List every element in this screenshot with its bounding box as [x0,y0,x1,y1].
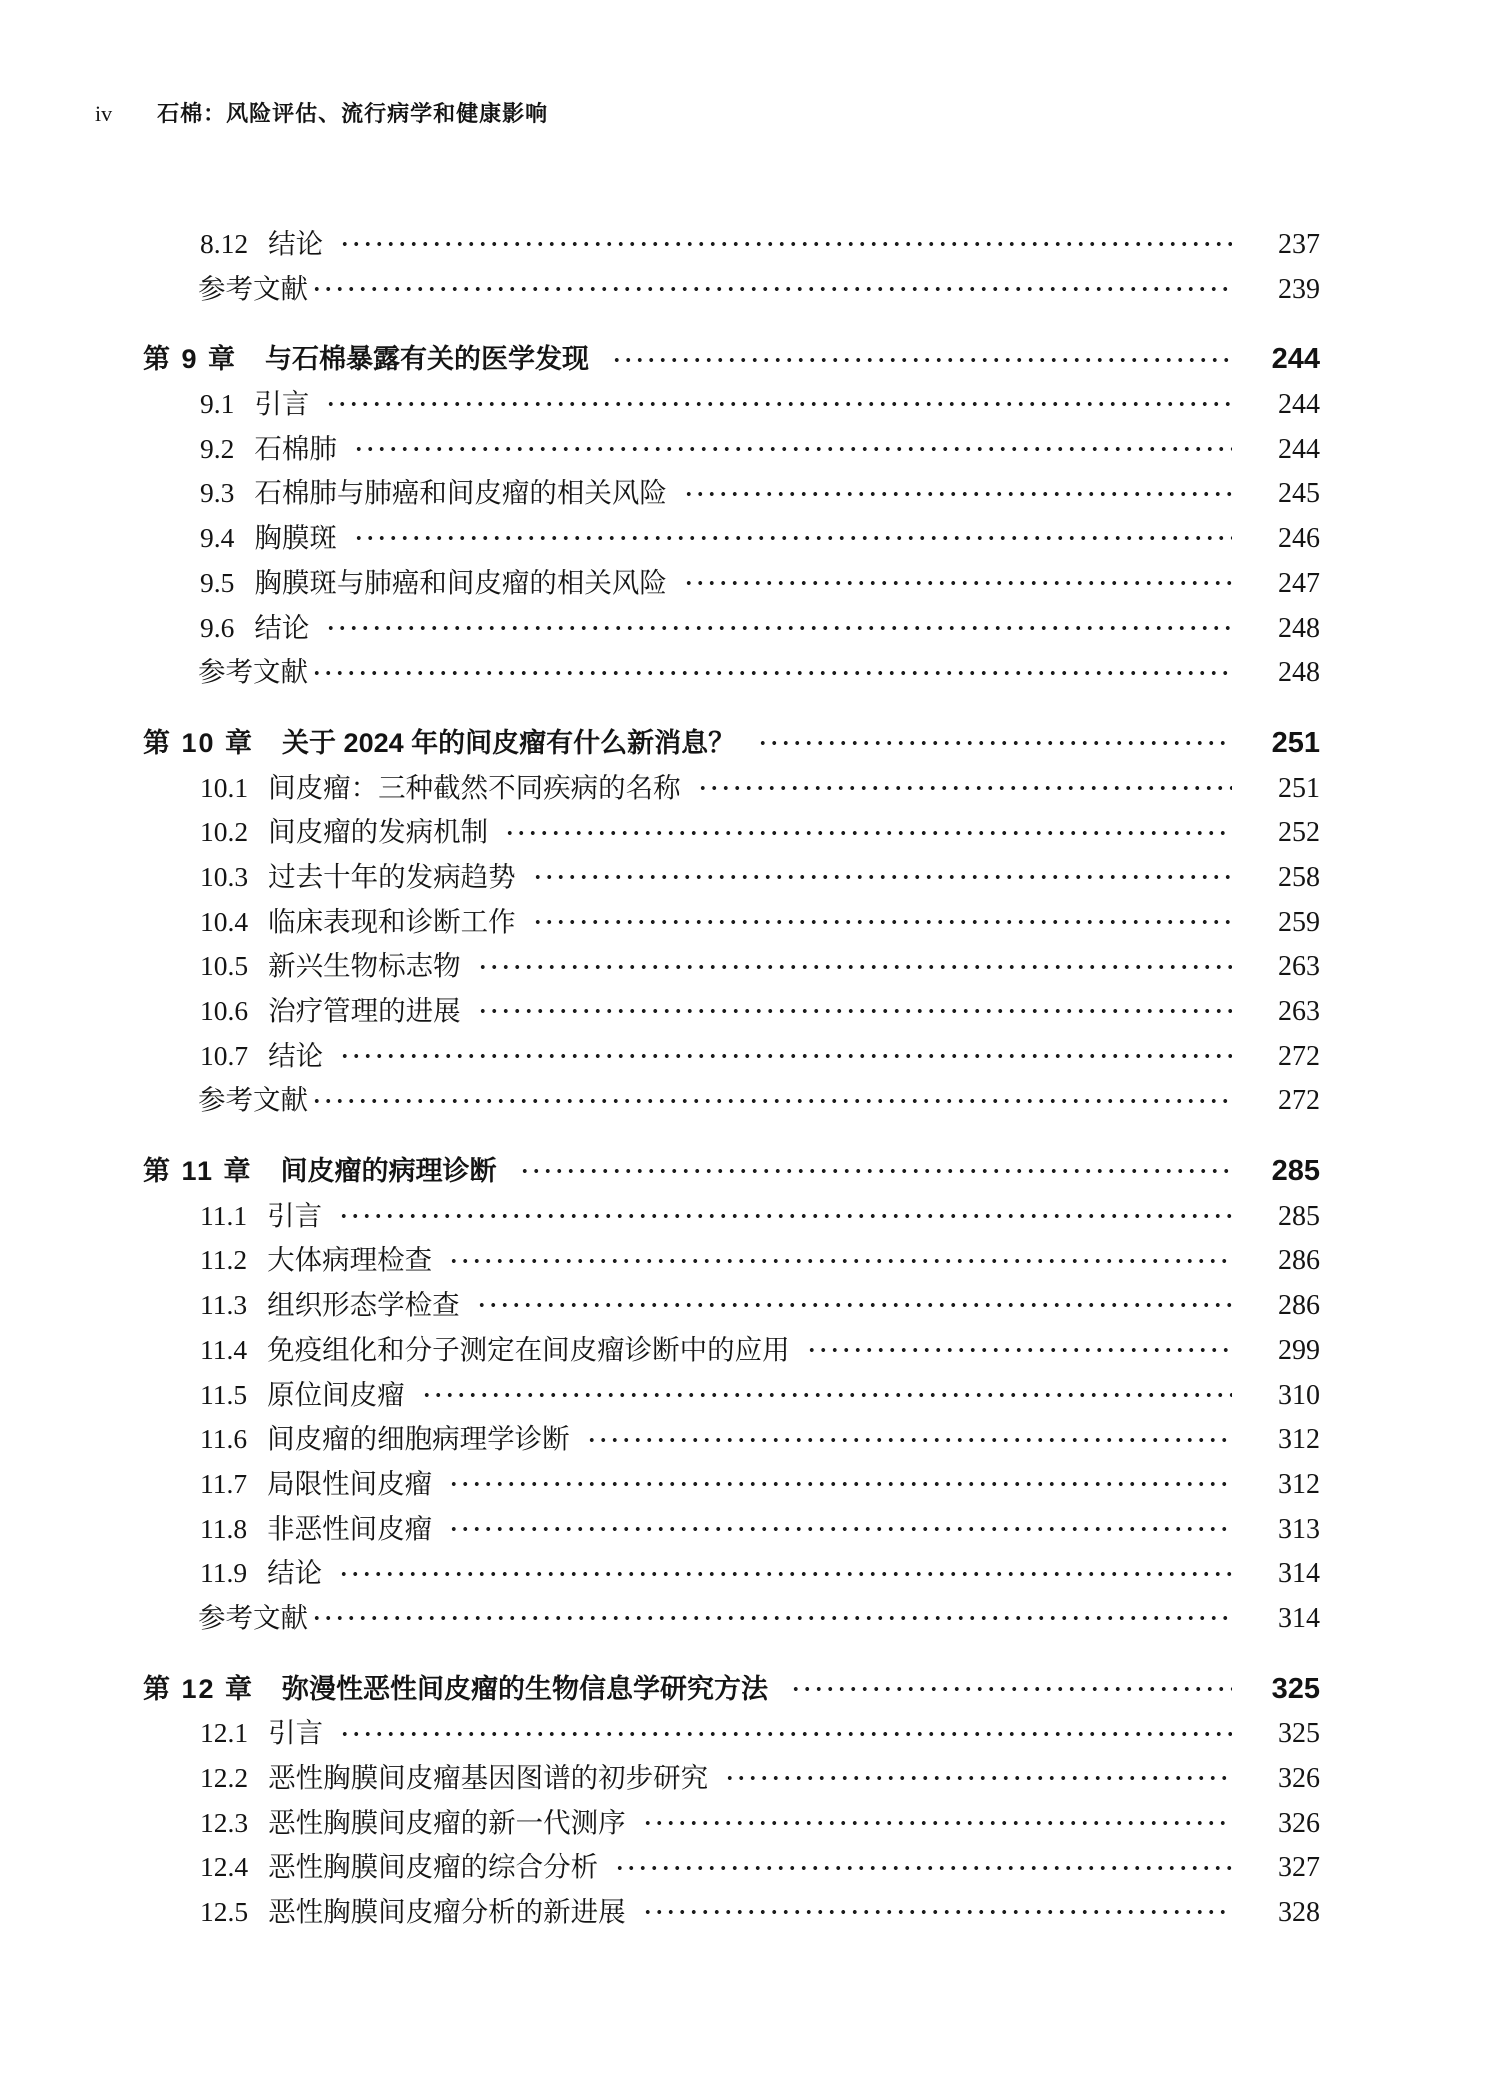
entry-page-number: 325 [1278,1718,1320,1750]
toc-section-row [143,1283,1320,1328]
section-number: 10.1 [200,771,249,803]
entry-page-number: 312 [1278,1468,1320,1500]
dot-leader [311,667,1232,679]
entry-page-number: 246 [1278,523,1320,555]
running-header [95,97,548,128]
dot-leader [448,1255,1232,1267]
dot-leader [338,1210,1232,1222]
section-number: 11.5 [200,1378,248,1410]
toc-section-row [143,382,1320,427]
toc-section-row [143,1417,1320,1462]
entry-page-number: 310 [1278,1379,1320,1411]
entry-page-number: 237 [1278,229,1320,260]
entry-page-number: 258 [1278,861,1320,893]
dot-leader [338,1568,1232,1580]
toc-section-row [143,1373,1320,1418]
page-number-label: iv [95,101,113,126]
dot-leader [421,1389,1232,1401]
entry-title: 结论 [268,228,324,259]
entry-page-number: 251 [1271,726,1320,759]
entry-title: 参考文献 [198,656,308,688]
dot-leader [697,782,1232,794]
toc-section-row [143,855,1320,900]
toc-section-row [143,516,1320,561]
entry-page-number: 244 [1271,343,1320,376]
entry-title: 参考文献 [198,1084,308,1116]
dot-leader [519,1165,1232,1177]
dot-leader [353,532,1232,544]
toc-references-row [143,1078,1320,1123]
dot-leader [339,238,1232,250]
dot-leader [311,283,1232,295]
dot-leader [757,737,1232,749]
toc-section-row [143,900,1320,945]
chapter-number: 第 11 章 [143,1156,253,1187]
entry-page-number: 239 [1278,273,1320,305]
entry-title: 结论 [268,1039,324,1071]
entry-page-number: 252 [1278,817,1320,849]
dot-leader [642,1817,1232,1829]
entry-title: 与石棉暴露有关的医学发现 [265,344,590,375]
section-number: 10.5 [200,950,249,982]
toc-section-row [143,561,1320,606]
section-number: 11.6 [200,1423,248,1455]
entry-page-number: 285 [1278,1200,1320,1232]
toc-chapter-row [143,1667,1320,1712]
section-number: 9.1 [200,388,235,420]
entry-page-number: 285 [1271,1155,1320,1188]
toc-section-row [143,1507,1320,1552]
section-number: 9.6 [200,611,235,643]
entry-page-number: 326 [1278,1807,1320,1839]
dot-leader [790,1683,1232,1695]
section-number: 8.12 [200,228,249,259]
dot-leader [477,1005,1232,1017]
entry-page-number: 312 [1278,1424,1320,1456]
toc-section-row [143,471,1320,516]
dot-leader [724,1772,1232,1784]
section-number: 12.3 [200,1806,249,1838]
entry-title: 结论 [267,1557,323,1589]
entry-title: 胸膜斑与肺癌和间皮瘤的相关风险 [254,566,667,598]
dot-leader [353,443,1232,455]
toc-section-row [143,766,1320,811]
entry-page-number: 263 [1278,996,1320,1027]
section-number: 12.5 [200,1896,249,1928]
toc-chapter-row [143,1149,1320,1194]
entry-title: 原位间皮瘤 [267,1378,405,1410]
section-number: 10.2 [200,816,249,848]
toc-list [143,222,1320,1935]
toc-section-row [143,1551,1320,1596]
section-number: 9.3 [200,477,235,509]
entry-title: 引言 [254,388,310,420]
toc-section-row [143,989,1320,1034]
entry-page-number: 248 [1278,657,1320,689]
entry-page-number: 328 [1278,1897,1320,1929]
entry-title: 非恶性间皮瘤 [267,1512,433,1544]
entry-title: 治疗管理的进展 [268,995,461,1026]
toc-chapter-row [143,721,1320,766]
toc-section-row [143,1462,1320,1507]
dot-leader [683,577,1232,589]
toc-references-row [143,650,1320,695]
dot-leader [683,488,1232,500]
toc-section-row [143,810,1320,855]
entry-title: 临床表现和诊断工作 [268,905,516,937]
entry-page-number: 244 [1278,433,1320,465]
section-number: 9.4 [200,522,235,554]
book-title: 石棉：风险评估、流行病学和健康影响 [157,101,549,126]
entry-title: 间皮瘤的细胞病理学诊断 [267,1423,570,1455]
chapter-number: 第 9 章 [143,344,238,375]
toc-section-row [143,1194,1320,1239]
toc-section-row [143,1756,1320,1801]
dot-leader [311,1612,1232,1624]
entry-title: 石棉肺与肺癌和间皮瘤的相关风险 [254,477,667,509]
toc-section-row [143,1801,1320,1846]
section-number: 11.2 [200,1244,248,1276]
entry-page-number: 325 [1271,1672,1320,1705]
entry-page-number: 286 [1278,1290,1320,1322]
section-number: 11.4 [200,1333,248,1365]
entry-page-number: 327 [1278,1852,1320,1884]
entry-page-number: 326 [1278,1763,1320,1794]
dot-leader [448,1523,1232,1535]
toc-section-row [143,1845,1320,1890]
entry-title: 大体病理检查 [267,1244,433,1276]
toc-chapter-row [143,337,1320,382]
dot-leader [642,1906,1232,1918]
dot-leader [532,871,1232,883]
toc-section-row [143,1238,1320,1283]
toc-section-row [143,1890,1320,1935]
entry-title: 参考文献 [198,1601,308,1633]
dot-leader [448,1478,1232,1490]
entry-page-number: 259 [1278,906,1320,938]
dot-leader [325,622,1232,634]
entry-page-number: 313 [1278,1513,1320,1545]
entry-page-number: 244 [1278,389,1320,421]
entry-title: 恶性胸膜间皮瘤的新一代测序 [268,1806,626,1838]
dot-leader [611,354,1232,366]
dot-leader [339,1050,1232,1062]
toc-section-row [143,222,1320,267]
entry-page-number: 314 [1278,1558,1320,1590]
entry-title: 恶性胸膜间皮瘤分析的新进展 [268,1896,626,1928]
dot-leader [614,1862,1232,1874]
entry-page-number: 272 [1278,1040,1320,1072]
entry-title: 关于 2024 年的间皮瘤有什么新消息？ [282,727,736,758]
entry-title: 引言 [267,1199,323,1231]
dot-leader [532,916,1232,928]
entry-title: 过去十年的发病趋势 [268,860,516,892]
entry-title: 免疫组化和分子测定在间皮瘤诊断中的应用 [267,1333,790,1365]
toc-section-row [143,427,1320,472]
entry-page-number: 299 [1278,1334,1320,1366]
entry-title: 新兴生物标志物 [268,950,461,982]
dot-leader [504,827,1232,839]
dot-leader [477,961,1232,973]
entry-page-number: 251 [1278,772,1320,804]
entry-page-number: 247 [1278,567,1320,599]
entry-title: 引言 [268,1717,324,1749]
section-number: 11.1 [200,1199,248,1231]
entry-title: 间皮瘤：三种截然不同疾病的名称 [268,771,681,803]
dot-leader [339,1728,1232,1740]
entry-title: 胸膜斑 [254,522,337,554]
entry-page-number: 272 [1278,1085,1320,1117]
chapter-number: 第 12 章 [143,1673,255,1704]
entry-page-number: 286 [1278,1245,1320,1277]
section-number: 11.8 [200,1512,248,1544]
dot-leader [325,398,1232,410]
section-number: 12.4 [200,1851,249,1883]
toc-references-row [143,267,1320,312]
entry-title: 恶性胸膜间皮瘤基因图谱的初步研究 [268,1762,709,1793]
dot-leader [806,1344,1232,1356]
entry-page-number: 245 [1278,478,1320,510]
entry-title: 间皮瘤的发病机制 [268,816,489,848]
toc-section-row [143,606,1320,651]
entry-title: 间皮瘤的病理诊断 [280,1156,497,1187]
chapter-number: 第 10 章 [143,727,255,758]
toc-section-row [143,1034,1320,1079]
entry-title: 石棉肺 [254,432,337,464]
entry-page-number: 314 [1278,1602,1320,1634]
entry-page-number: 248 [1278,612,1320,644]
entry-title: 弥漫性恶性间皮瘤的生物信息学研究方法 [282,1673,769,1704]
entry-title: 局限性间皮瘤 [267,1467,433,1499]
toc-section-row [143,944,1320,989]
section-number: 11.7 [200,1467,248,1499]
entry-page-number: 263 [1278,951,1320,983]
section-number: 10.4 [200,905,249,937]
dot-leader [476,1299,1232,1311]
section-number: 12.1 [200,1717,249,1749]
section-number: 10.6 [200,995,249,1026]
section-number: 11.3 [200,1289,248,1321]
entry-title: 组织形态学检查 [267,1289,460,1321]
toc-references-row [143,1596,1320,1641]
section-number: 10.7 [200,1039,249,1071]
section-number: 11.9 [200,1557,248,1589]
dot-leader [586,1434,1232,1446]
toc-section-row [143,1328,1320,1373]
entry-title: 参考文献 [198,272,308,304]
dot-leader [311,1095,1232,1107]
section-number: 12.2 [200,1762,249,1793]
entry-title: 结论 [254,611,310,643]
section-number: 9.2 [200,432,235,464]
section-number: 10.3 [200,860,249,892]
toc-section-row [143,1711,1320,1756]
section-number: 9.5 [200,566,235,598]
entry-title: 恶性胸膜间皮瘤的综合分析 [268,1851,599,1883]
